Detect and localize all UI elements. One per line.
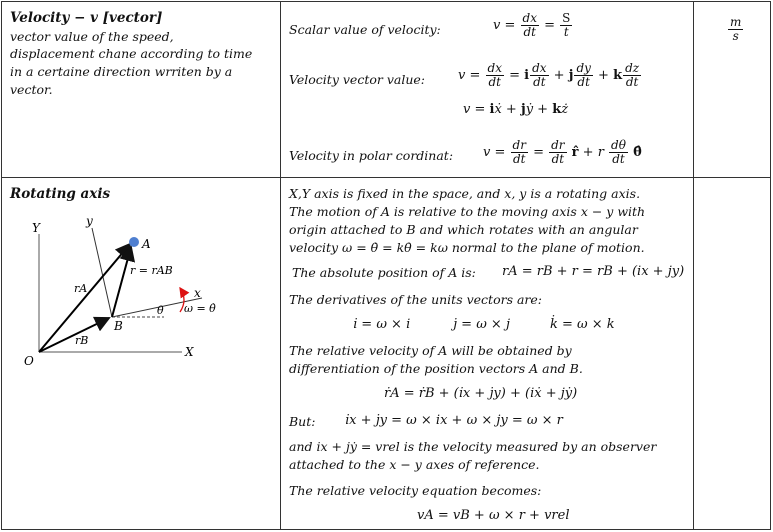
- label-rB: rB: [75, 334, 89, 347]
- final-velocity-equation: vA = vB + ω × r + vrel: [417, 508, 570, 523]
- particle-A: [129, 237, 139, 247]
- label-x: x: [194, 286, 201, 300]
- unit-denominator: s: [732, 29, 739, 43]
- relative-velocity-equation: ṙA = ṙB + (i̇x + j̇y) + (iẋ + jẏ): [384, 386, 578, 401]
- unit-derivative-j: j̇ = ω × j: [453, 317, 510, 332]
- rotating-text-line: The relative velocity of A will be obtained by: [289, 343, 572, 358]
- rotating-text-line: origin attached to B and which rotates with an angular: [289, 222, 638, 237]
- label-r-rAB: r = rAB: [130, 264, 173, 277]
- label-O: O: [24, 354, 34, 368]
- rotating-text-line: But:: [289, 414, 316, 429]
- label-B: B: [114, 319, 123, 333]
- vector-velocity-equation: v = $\frac{dx}{dt}$ = i $\frac{dx}{dt}$ + j $\frac{dy}{dt}$ + k $\frac{dz}{dt}$: [458, 61, 640, 89]
- rotating-text-line: and ix + jẏ = vrel is the velocity measured by an observer: [289, 439, 657, 454]
- unit-derivative-k: k̇ = ω × k: [550, 317, 615, 332]
- rotating-axis-diagram: [2, 202, 280, 372]
- label-omega: ω = θ̇: [184, 302, 216, 315]
- r-rel-vector: [112, 247, 131, 317]
- label-A: A: [142, 237, 151, 251]
- velocity-desc-line: vector.: [10, 82, 53, 97]
- velocity-desc-line: vector value of the speed,: [10, 29, 174, 44]
- scalar-velocity-equation: v = $\frac{dx}{dt}$ = $\frac{S}{t}$: [493, 11, 571, 39]
- velocity-desc-line: in a certaine direction wrriten by a: [10, 64, 233, 79]
- label-theta: θ: [157, 304, 164, 317]
- rotating-text-line: The motion of A is relative to the moving axis x − y with: [289, 204, 646, 219]
- rotating-text-line: attached to the x − y axes of reference.: [289, 457, 540, 472]
- rotating-text-line: The derivatives of the units vectors are:: [289, 292, 543, 307]
- vector-velocity-label: Velocity vector value:: [289, 72, 425, 87]
- rotating-axis-title: Rotating axis: [10, 186, 111, 202]
- velocity-desc-line: displacement chane according to time: [10, 46, 253, 61]
- rotating-text-line: differentiation of the position vectors A and B.: [289, 361, 583, 376]
- rB-vector: [39, 318, 109, 352]
- rotating-y-axis: [92, 228, 112, 317]
- unit-derivative-i: i̇ = ω × i: [353, 317, 411, 332]
- absolute-position-equation: rA = rB + r = rB + (ix + jy): [502, 264, 685, 279]
- rotating-text-line: X,Y axis is fixed in the space, and x, y is a rotating axis.: [289, 186, 641, 201]
- rotating-text-line: velocity ω = θ̇ = kθ̇ = kω normal to the plane of motion.: [289, 240, 645, 255]
- rotating-text-line: The relative velocity equation becomes:: [289, 483, 542, 498]
- column-divider-1: [280, 2, 281, 529]
- label-rA: rA: [74, 282, 88, 295]
- velocity-title: Velocity − v [vector]: [10, 10, 163, 26]
- label-y: y: [86, 214, 93, 228]
- row-divider: [2, 177, 770, 178]
- rotating-text-line: The absolute position of A is:: [292, 265, 476, 280]
- but-equation: i̇x + j̇y = ω × ix + ω × jy = ω × r: [345, 413, 563, 428]
- polar-velocity-label: Velocity in polar cordinat:: [289, 148, 454, 163]
- content-table: [1, 1, 771, 530]
- polar-velocity-equation: v = $\frac{dr}{dt}$ = $\frac{dr}{dt}$ r̂ + r $\frac{d\theta}{dt}$ θ̂: [483, 138, 642, 166]
- label-X: X: [185, 345, 194, 359]
- vector-velocity-dot-equation: v = iẋ + jẏ + kż: [463, 102, 569, 117]
- label-Y: Y: [32, 221, 40, 235]
- unit-numerator: m: [730, 15, 742, 29]
- column-divider-2: [693, 2, 694, 529]
- velocity-unit: [727, 16, 744, 43]
- scalar-velocity-label: Scalar value of velocity:: [289, 22, 441, 37]
